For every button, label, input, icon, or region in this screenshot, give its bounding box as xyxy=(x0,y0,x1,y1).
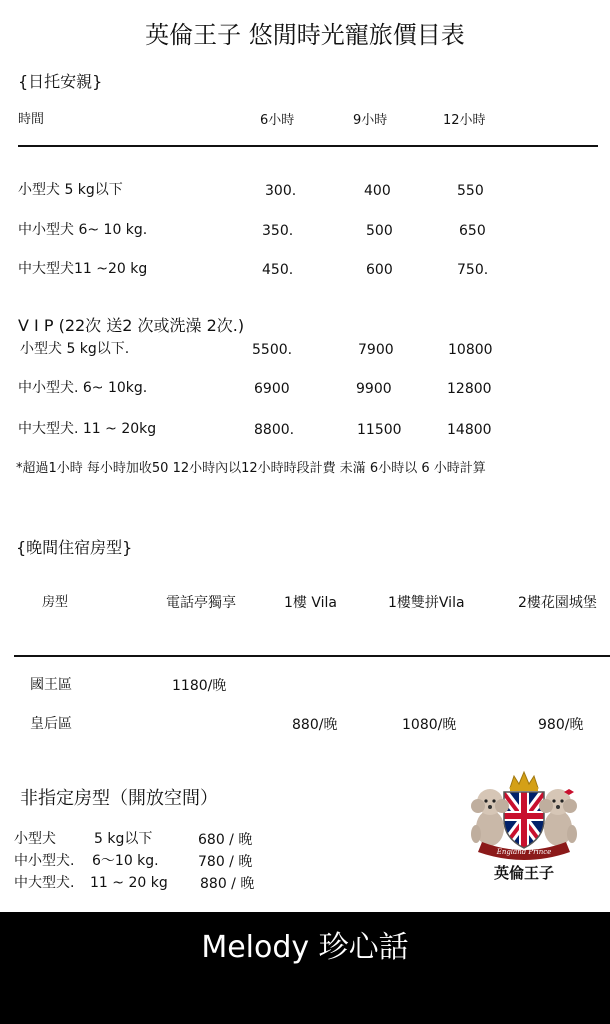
daycare-row-label: 中大型犬11 ~20 kg xyxy=(18,261,148,277)
open-room-weight: 5 kg以下 xyxy=(94,831,153,847)
daycare-price: 600 xyxy=(366,262,393,278)
vip-heading: V I P (22次 送2 次或洗澡 2次.) xyxy=(18,316,245,335)
daycare-heading: {日托安親} xyxy=(18,72,103,91)
page-title: 英倫王子 悠閒時光寵旅價目表 xyxy=(145,21,465,49)
daycare-header-rule xyxy=(18,145,598,147)
open-room-weight: 11 ~ 20 kg xyxy=(90,875,168,891)
daycare-price: 450. xyxy=(262,262,294,278)
open-room-label: 小型犬 xyxy=(14,831,56,847)
overnight-price: 1180/晚 xyxy=(172,678,227,694)
vip-price: 11500 xyxy=(357,422,402,438)
open-room-label: 中小型犬. xyxy=(14,853,75,869)
overnight-price: 1080/晚 xyxy=(402,717,457,733)
vip-row-label: 中小型犬. 6~ 10kg. xyxy=(18,380,148,396)
daycare-row-label: 小型犬 5 kg以下 xyxy=(18,182,123,198)
daycare-col-9h: 9小時 xyxy=(353,113,388,128)
vip-row-label: 中大型犬. 11 ~ 20kg xyxy=(18,421,157,437)
daycare-row-label: 中小型犬 6~ 10 kg. xyxy=(18,222,148,238)
open-room-heading: 非指定房型（開放空間） xyxy=(20,788,218,809)
vip-price: 5500. xyxy=(252,342,293,358)
vip-price: 8800. xyxy=(254,422,295,438)
vip-price: 12800 xyxy=(447,381,492,397)
logo-ribbon-text: England Prince xyxy=(496,848,552,856)
union-flag-shield-icon xyxy=(500,788,548,852)
daycare-price: 650 xyxy=(459,223,486,239)
open-room-price: 680 / 晚 xyxy=(198,832,253,848)
open-room-label: 中大型犬. xyxy=(14,875,75,891)
overnight-price: 980/晚 xyxy=(538,717,584,733)
daycare-price: 500 xyxy=(366,223,393,239)
overnight-col-booth: 電話亭獨享 xyxy=(166,595,236,611)
vip-price: 6900 xyxy=(254,381,290,397)
daycare-price: 550 xyxy=(457,183,484,199)
open-room-price: 780 / 晚 xyxy=(198,854,253,870)
daycare-price: 350. xyxy=(262,223,294,239)
daycare-col-time: 時間 xyxy=(18,112,45,127)
daycare-price: 300. xyxy=(265,183,297,199)
overnight-heading: {晚間住宿房型} xyxy=(16,538,133,557)
overnight-row-label: 皇后區 xyxy=(30,716,72,732)
vip-price: 14800 xyxy=(447,422,492,438)
overnight-col-double-vila: 1樓雙拼Vila xyxy=(388,595,465,611)
overnight-col-vila: 1樓 Vila xyxy=(284,595,337,611)
footer-text: Melody 珍心話 xyxy=(201,930,409,965)
open-room-weight: 6～10 kg. xyxy=(92,853,159,869)
vip-note: *超過1小時 每小時加收50 12小時內以12小時時段計費 未滿 6小時以 6 小時計算 xyxy=(16,461,486,476)
daycare-price: 750. xyxy=(457,262,489,278)
daycare-col-6h: 6小時 xyxy=(260,113,295,128)
vip-price: 10800 xyxy=(448,342,493,358)
england-prince-logo xyxy=(460,768,588,888)
daycare-price: 400 xyxy=(364,183,391,199)
overnight-header-rule xyxy=(14,655,610,657)
overnight-col-room: 房型 xyxy=(42,595,69,610)
logo-text: 英倫王子 xyxy=(493,864,555,882)
overnight-row-label: 國王區 xyxy=(30,677,72,693)
overnight-col-castle: 2樓花園城堡 xyxy=(518,595,597,611)
footer-banner xyxy=(0,912,610,1024)
vip-row-label: 小型犬 5 kg以下. xyxy=(20,341,130,357)
crown-icon xyxy=(510,772,538,791)
open-room-price: 880 / 晚 xyxy=(200,876,255,892)
vip-price: 9900 xyxy=(356,381,392,397)
daycare-col-12h: 12小時 xyxy=(443,113,486,128)
vip-price: 7900 xyxy=(358,342,394,358)
overnight-price: 880/晚 xyxy=(292,717,338,733)
